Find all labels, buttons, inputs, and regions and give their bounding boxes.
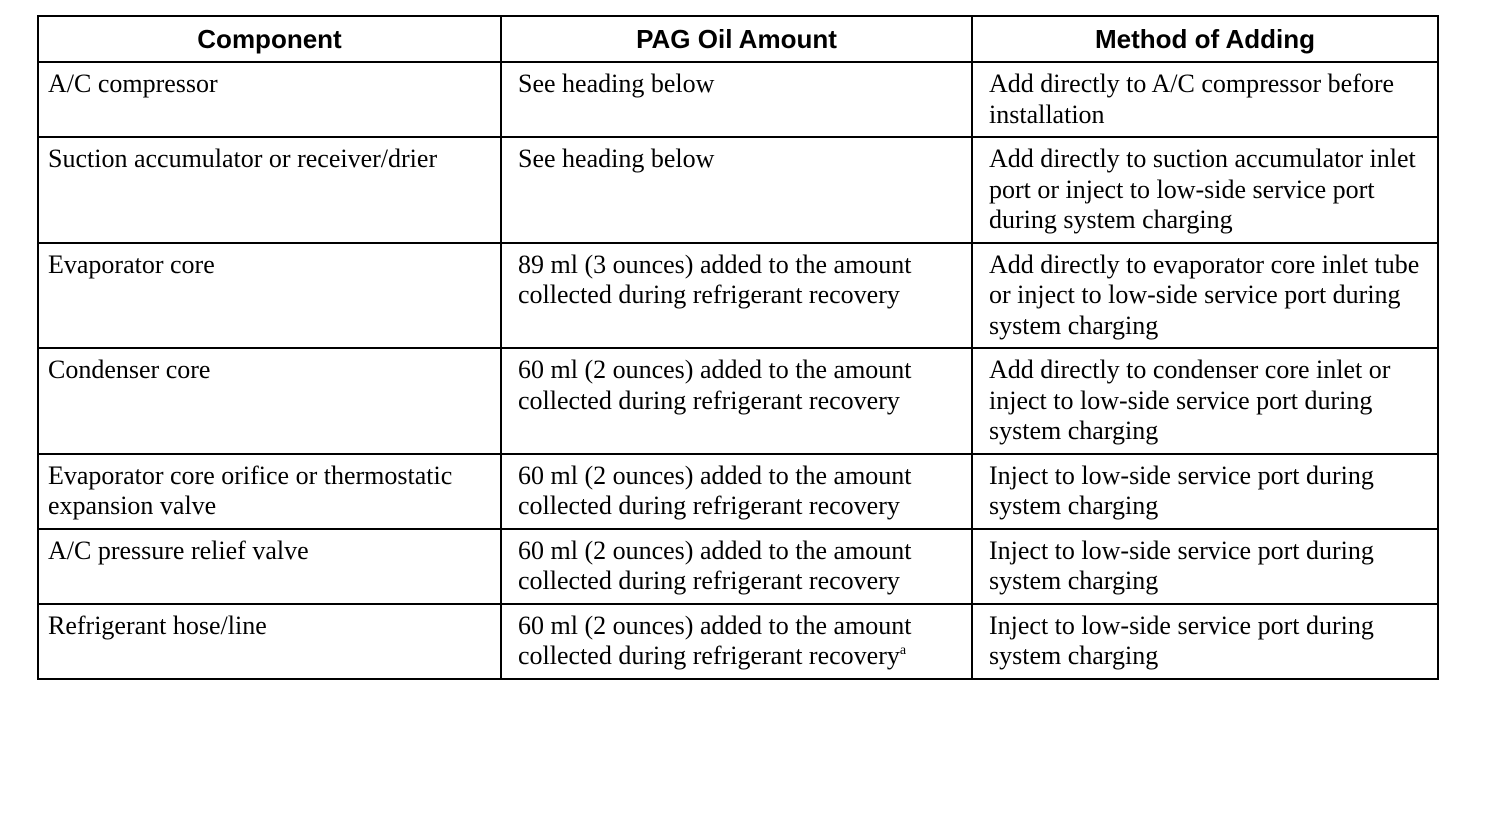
method-cell: Inject to low-side service port during system charging (972, 604, 1438, 679)
table-row (38, 348, 1438, 454)
amount-text: 60 ml (2 ounces) added to the amount collected during refrigerant recovery (518, 460, 912, 520)
header-method-of-adding: Method of Adding (972, 16, 1438, 62)
component-cell: Suction accumulator or receiver/drier (38, 137, 501, 243)
component-cell: Refrigerant hose/line (38, 604, 501, 679)
table-row (38, 529, 1438, 604)
header-component: Component (38, 16, 501, 62)
component-cell: Evaporator core orifice or thermostatic expansion valve (38, 454, 501, 529)
table-row (38, 454, 1438, 529)
method-cell: Inject to low-side service port during system charging (972, 529, 1438, 604)
component-cell: Condenser core (38, 348, 501, 454)
table-row (38, 137, 1438, 243)
table-row (38, 243, 1438, 349)
amount-cell (501, 137, 972, 243)
component-cell: A/C pressure relief valve (38, 529, 501, 604)
amount-text: See heading below (518, 69, 715, 98)
method-cell: Add directly to suction accumulator inlet port or inject to low-side service port during system charging (972, 137, 1438, 243)
amount-cell (501, 348, 972, 454)
pag-oil-table-container (37, 15, 1437, 680)
amount-text: 60 ml (2 ounces) added to the amount collected during refrigerant recovery (518, 535, 912, 595)
amount-cell (501, 62, 972, 137)
method-cell: Add directly to evaporator core inlet tube or inject to low-side service port during system charging (972, 243, 1438, 349)
pag-oil-table (37, 15, 1439, 680)
footnote-marker: a (899, 643, 907, 658)
table-row (38, 62, 1438, 137)
amount-cell (501, 454, 972, 529)
component-cell: A/C compressor (38, 62, 501, 137)
method-cell: Add directly to condenser core inlet or inject to low-side service port during system charging (972, 348, 1438, 454)
method-cell: Add directly to A/C compressor before installation (972, 62, 1438, 137)
method-cell: Inject to low-side service port during system charging (972, 454, 1438, 529)
component-cell: Evaporator core (38, 243, 501, 349)
amount-cell (501, 529, 972, 604)
amount-text: 60 ml (2 ounces) added to the amount collected during refrigerant recovery (518, 610, 912, 670)
amount-cell (501, 243, 972, 349)
header-row (38, 16, 1438, 62)
amount-text: 89 ml (3 ounces) added to the amount collected during refrigerant recovery (518, 249, 912, 309)
amount-text: See heading below (518, 144, 715, 173)
header-pag-oil-amount: PAG Oil Amount (501, 16, 972, 62)
table-row (38, 604, 1438, 679)
amount-cell (501, 604, 972, 679)
amount-text: 60 ml (2 ounces) added to the amount collected during refrigerant recovery (518, 355, 912, 415)
